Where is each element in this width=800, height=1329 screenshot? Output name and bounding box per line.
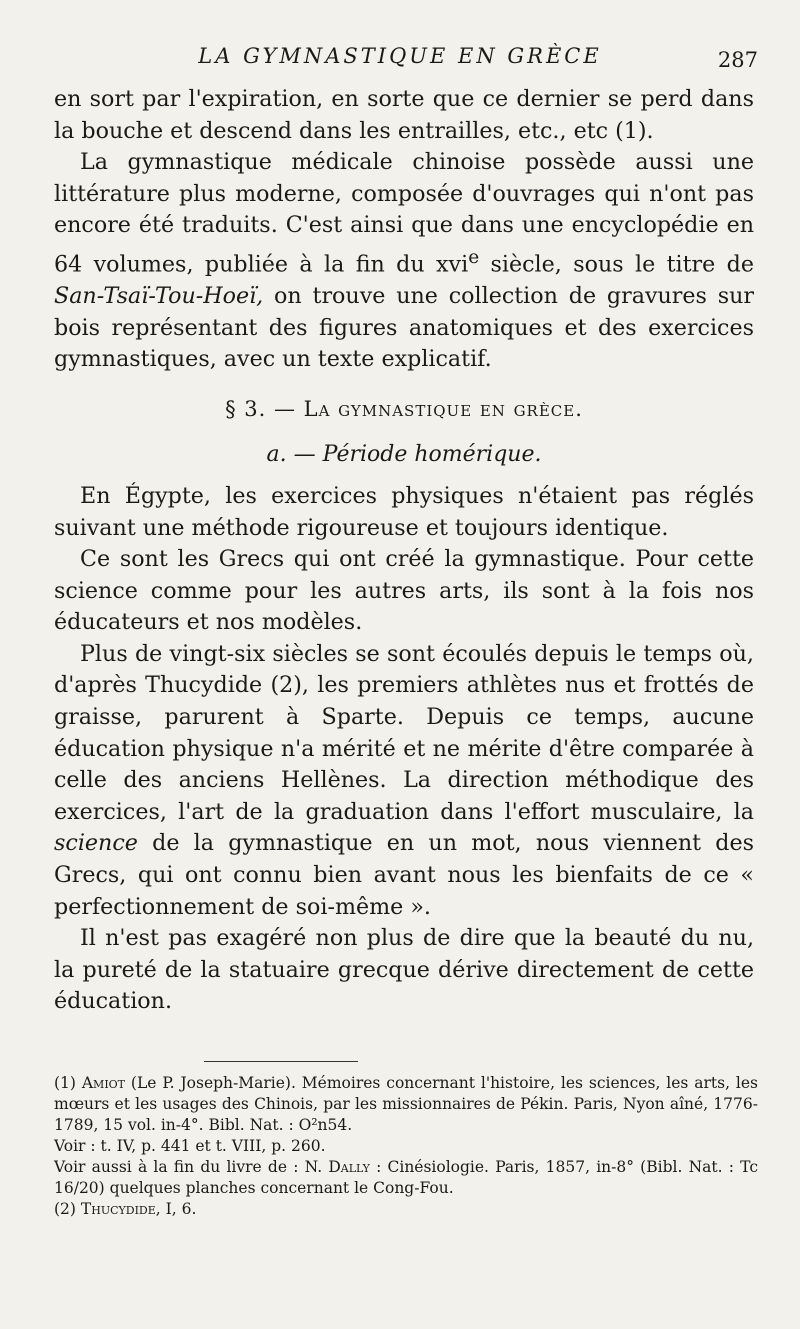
paragraph: Ce sont les Grecs qui ont créé la gymnastique. Pour cette science comme pour les autres arts, ils sont à la fois nos éducateurs et nos modèles. — [54, 546, 754, 636]
paragraph: Il n'est pas exagéré non plus de dire que la beauté du nu, la pureté de la statuaire grecque dérive directement de cette éducation. — [54, 925, 754, 1015]
paragraph: La gymnastique médicale chinoise possède aussi une littérature plus moderne, composée d'ouvrages qui n'ont pas encore été traduits. C'est ainsi que dans une encyclopédie en 64 volumes, publiée à la fin du xvi$^e$ siècle, sous le titre de San-Tsaï-Tou-Hoeï, on trouve une collection de gravures sur bois représentant des figures anatomiques et des exercices gymnastiques, avec un texte explicatif. — [54, 149, 754, 373]
paragraph: Plus de vingt-six siècles se sont écoulés depuis le temps où, d'après Thucydide (2), les premiers athlètes nus et frottés de graisse, parurent à Sparte. Depuis ce temps, aucune éducation physique n'a mérité et ne mérite d'être comparée à celle des anciens Hellènes. La direction méthodique des exercices, l'art de la graduation dans l'effort musculaire, la science de la gymnastique en un mot, nous viennent des Grecs, qui ont connu bien avant nous les bienfaits de ce « perfectionnement de soi-même ». — [54, 640, 754, 920]
paragraph: en sort par l'expiration, en sorte que ce dernier se perd dans la bouche et descend dans les entrailles, etc., etc (1). — [54, 86, 754, 144]
footnote-1: (1) Amiot (Le P. Joseph-Marie). Mémoires concernant l'histoire, les sciences, les arts, les mœurs et les usages des Chinois, par les missionnaires de Pékin. Paris, Nyon aîné, 1776-1789, 15 vol. in-4°. Bibl. Nat. : O²n54. — [54, 1074, 758, 1134]
running-head: LA GYMNASTIQUE EN GRÈCE — [198, 44, 602, 68]
section-heading: § 3. — La gymnastique en grèce. — [225, 396, 583, 421]
footnote-rule — [204, 1061, 358, 1062]
paragraph: En Égypte, les exercices physiques n'étaient pas réglés suivant une méthode rigoureuse et toujours identique. — [54, 482, 754, 541]
page-number: 287 — [717, 48, 758, 72]
subheading: a. — Période homérique. — [266, 442, 542, 468]
work-title: San-Tsaï-Tou-Hoeï, — [54, 282, 264, 309]
footnotes — [54, 1073, 758, 1220]
footnote-1-continued: Voir aussi à la fin du livre de : N. Dally : Cinésiologie. Paris, 1857, in-8° (Bibl. Nat. : Tc 16/20) quelques planches concernant le Cong-Fou. — [54, 1158, 758, 1197]
footnote-1-ref: Voir : t. IV, p. 441 et t. VIII, p. 260. — [54, 1137, 326, 1155]
footnote-2: (2) Thucydide, I, 6. — [54, 1200, 197, 1218]
body-text — [54, 84, 754, 1018]
